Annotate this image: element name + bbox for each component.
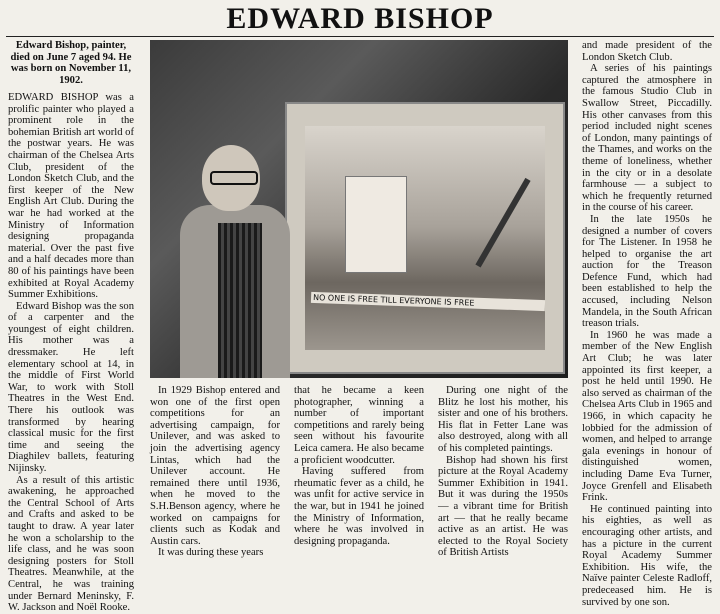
column-bottom-1 bbox=[150, 385, 280, 559]
painted-crane bbox=[475, 178, 530, 268]
paragraph: It was during these years bbox=[158, 547, 264, 559]
paragraph: Bishop had shown his first picture at the Royal Academy Summer Exhibition in 1941. But it was during the 1950s — a vibrant time for British art — that he really became active as an artist. He was elected to the Royal Society of British Artists bbox=[438, 454, 568, 559]
paragraph: During one night of the Blitz he lost his mother, his sister and one of his brothers. His flat in Fetter Lane was also destroyed, along with all of his completed paintings. bbox=[438, 385, 568, 454]
paragraph: that he became a keen photographer, winning a number of important competitions and rarely being seen without his favourite Leica camera. He also became a proficient woodcutter. bbox=[294, 385, 424, 466]
painting-scene bbox=[305, 126, 545, 350]
paragraph: EDWARD BISHOP was a prolific painter who played a prominent role in the bohemian British art world of the postwar years. He was chairman of the Chelsea Arts Club, president of the London Sketch Club, and the first keeper of the New English Art Club. During the war he had worked at the Ministry of Information designing propaganda material. Over the past five and a half decades more than 80 of his paintings have been exhibited at Royal Academy Summer Exhibitions. bbox=[8, 92, 134, 301]
paragraph: In the late 1950s he designed a number of covers for The Listener. In 1958 he helped to organise the art auction for the Treason Defence Fund, which had been established to help the accused, including Nelson Mandela, in the South African treason trials. bbox=[582, 213, 712, 330]
column-right bbox=[582, 40, 712, 608]
glasses-icon bbox=[210, 171, 258, 185]
paragraph: A series of his paintings captured the atmosphere in the famous Studio Club in Swallow Street, Piccadilly. His other canvases from this period included night scenes of London, many paintings of the Thames, and works on the theme of loneliness, whether in the city or in a desolate farmhouse — a subject to which he frequently returned in the course of his career. bbox=[582, 63, 712, 214]
headline-rule bbox=[6, 36, 714, 37]
painting-slogan: NO ONE IS FREE TILL EVERYONE IS FREE bbox=[311, 292, 545, 311]
paragraph: Having suffered from rheumatic fever as a child, he was unfit for active service in the war, but in 1941 he joined the Ministry of Information, where he was involved in designing propaganda. bbox=[294, 466, 424, 547]
paragraph: He continued painting into his eighties, as well as encouraging other artists, and has a picture in the current Royal Academy Summer Exhibition. His wife, the Naïve painter Celeste Radloff, predeceased him. He is survived by one son. bbox=[582, 503, 712, 608]
portrait-photo bbox=[150, 40, 568, 378]
painter-apron bbox=[218, 223, 262, 378]
paragraph: and made president of the London Sketch Club. bbox=[582, 40, 712, 63]
column-bottom-3 bbox=[438, 385, 568, 559]
paragraph: In 1929 Bishop entered and won one of the first open competitions for an advertising campaign, for Unilever, and was asked to join the advertising agency Lintas, which had the Unilever account. He remained there until 1936, when he moved to the S.H.Benson agency, where he worked on campaigns for clients such as Kodak and Austin cars. bbox=[150, 385, 280, 547]
paragraph: As a result of this artistic awakening, he approached the Central School of Arts and Crafts and asked to be taught to draw. A year later he won a scholarship to the life class, and he was soon designing posters for Stoll Theatres. Meanwhile, at the Central, he was training under Bernard Meninsky, F. W. Jackson and Noël Rooke. bbox=[8, 474, 134, 614]
paragraph: In 1960 he was made a member of the New English Art Club; he was later appointed its first keeper, a post he held until 1990. He also served as chairman of the Chelsea Arts Club in 1965 and 1966, in which capacity he lobbied for the admission of women, and helped to arrange gala evenings in honour of distinguished women, including Dame Eva Turner, Joyce Grenfell and Elisabeth Frink. bbox=[582, 329, 712, 504]
column-bottom-2 bbox=[294, 385, 424, 547]
photo-caption: Edward Bishop, painter, died on June 7 aged 94. He was born on November 11, 1902. bbox=[10, 40, 132, 86]
headline: EDWARD BISHOP bbox=[226, 2, 494, 35]
paragraph: Edward Bishop was the son of a carpenter and the youngest of eight children. His mother was a dressmaker. He left elementary school at 14, in the middle of First World War, to work with Stoll Theatres in the West End. There his outlook was transformed by hearing classical music for the first time and seeing the Diaghilev ballets, featuring Nijinsky. bbox=[8, 300, 134, 474]
painter-figure bbox=[180, 145, 300, 378]
painting-canvas bbox=[285, 102, 565, 374]
painted-building bbox=[345, 176, 407, 273]
column-left bbox=[8, 92, 134, 614]
